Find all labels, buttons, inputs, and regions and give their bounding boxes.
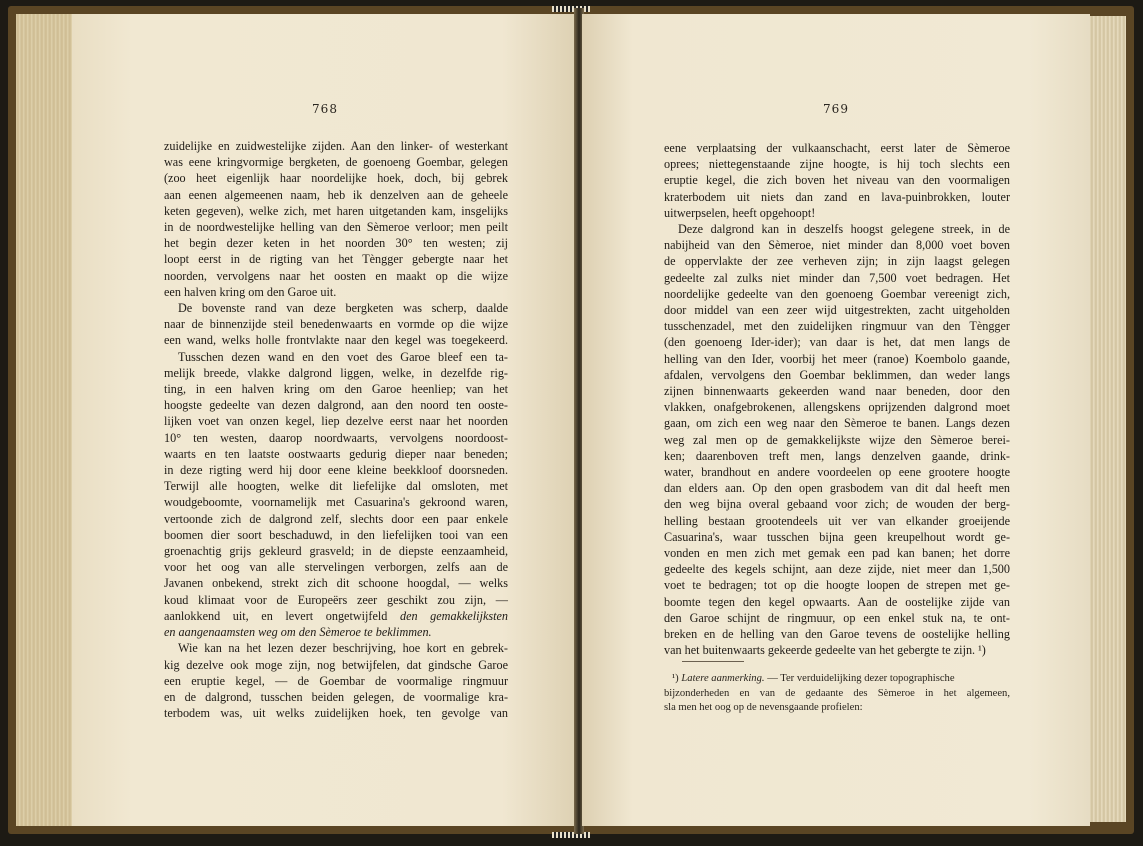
text-line: noordelijke gedeelte van den goenoeng Goembar vereenigt zich, bbox=[664, 286, 1010, 301]
text-line: vonden en men zich met gemak een pad kan banen; het dorre bbox=[664, 546, 1010, 561]
text-line: Wie kan na het lezen dezer beschrijving, hoe kort en gebrek- bbox=[178, 641, 508, 656]
text-line: De bovenste rand van deze bergketen was scherp, daalde bbox=[178, 301, 508, 316]
text-line: eene verplaatsing der vulkaanschacht, eerst later de Sèmeroe bbox=[664, 141, 1010, 155]
text-line: 10° ten westen, daarop noordwaarts, vervolgens noordoost- bbox=[164, 430, 508, 445]
text-line: (zoo heet eigenlijk haar noordelijke hoek, doch, bij gebrek bbox=[164, 171, 508, 186]
text-line: weg zal men op de gemakkelijkste wijze den Sèmeroe berei- bbox=[664, 432, 1010, 447]
text-line: gedeelte zal zulks niet minder dan 7,500 voet bedragen. Het bbox=[664, 270, 1010, 285]
text-line: uitwerpselen, heeft opgehoopt! bbox=[664, 205, 816, 220]
text-line: zijnen binnenwaarts gekeerden wand naar beneden, door den bbox=[664, 384, 1010, 399]
text-line: tusschenzadel, met den zuidelijken ringmuur van den Tèngger bbox=[664, 319, 1010, 334]
text-line: Tusschen dezen wand en den voet des Garoe bleef een ta- bbox=[178, 349, 508, 364]
text-line: kig dezelve ook moge zijn, nog betwijfelen, dat gindsche Garoe bbox=[164, 657, 508, 672]
right-page-text bbox=[664, 140, 1010, 659]
bottom-clip-mark bbox=[552, 832, 590, 838]
left-page bbox=[72, 14, 578, 826]
left-page-edges bbox=[16, 14, 76, 826]
text-line: voor het oog van alle stervelingen verborgen, zelfs aan de bbox=[164, 560, 508, 575]
text-line: hoogste gedeelte van dezen dalgrond, aan den noord ten ooste- bbox=[164, 398, 508, 413]
text-line: de oppervlakte der zee verheven zijn; in zijn laagst gelegen bbox=[664, 254, 1010, 269]
text-line: breken en de helling van den Garoe tevens de oostelijke helling bbox=[664, 627, 1010, 642]
footnote-line: sla men het oog op de nevensgaande profielen: bbox=[664, 702, 863, 713]
top-clip-mark bbox=[552, 6, 590, 12]
text-line: lijken voet van onzen kegel, liep dezelve eerst naar het noorden bbox=[164, 414, 508, 429]
text-line: vertoonde zich de dalgrond zelf, slechts door een paar enkele bbox=[164, 511, 508, 526]
footnote-label: Latere aanmerking. bbox=[681, 673, 765, 684]
text-line: melijk breede, vlakke dalgrond liggen, welke, in dezelfde rig- bbox=[164, 365, 508, 380]
text-line: afdalen, vervolgens den Goembar beklimmen, dan weder langs bbox=[664, 367, 1010, 382]
text-line: (den goenoeng Ider-ider); van daar is het, dat men langs de bbox=[664, 335, 1010, 350]
emphasis-text: den gemakkelijksten bbox=[399, 608, 508, 623]
text-line: was eene kringvormige bergketen, de goenoeng Goembar, gelegen bbox=[164, 155, 508, 170]
text-line: water, brandhout en andere voordeelen op eene grootere hoogte bbox=[664, 465, 1010, 480]
text-line: van het buitenwaarts gekeerde gedeelte van het gebergte te zijn. ¹) bbox=[664, 643, 986, 658]
footnote-line bbox=[664, 672, 1010, 687]
text-line: noorden, vervolgens naar het oosten en maakt op die wijze bbox=[164, 268, 508, 283]
right-page-number: 769 bbox=[823, 102, 849, 116]
text-line: groenachtig grijs gekleurd grasveld; in de diepste eenzaamheid, bbox=[164, 544, 508, 559]
text-line: door middel van een zeer wijd uitgestrekten, zacht uitgeholden bbox=[664, 303, 1010, 318]
text-line: ken; daarenboven treft men, langs denzelven gaande, drink- bbox=[664, 448, 1010, 463]
text-line: waarts en ten laatste oostwaarts gedurig dieper naar beneden; bbox=[164, 446, 508, 461]
text-line: zuidelijke en zuidwestelijke zijden. Aan den linker- of westerkant bbox=[164, 139, 508, 153]
text-line: naar de binnenzijde steil benedenwaarts en vormde op die wijze bbox=[164, 317, 508, 332]
footnote-divider bbox=[682, 661, 744, 662]
text-line: helling van den Ider, voorbij het meer (ranoe) Koembolo gaande, bbox=[664, 351, 1010, 366]
footnote-line: bijzonderheden en van de gedaante des Sèmeroe in het algemeen, bbox=[664, 687, 1010, 699]
text-line: en aangenaamsten weg om den Sèmeroe te beklimmen. bbox=[164, 625, 432, 640]
text-line: gedeelte des kegels schijnt, aan deze zijde, niet meer dan 1,500 bbox=[664, 562, 1010, 577]
left-page-text bbox=[164, 138, 508, 721]
text-line: terbodem was, uit welks zuidelijken hoek, ten gevolge van bbox=[164, 706, 508, 721]
text-line: koud klimaat voor de Europeërs zeer geschikt zou zijn, — bbox=[164, 592, 508, 607]
text-line: een wand, welks holle frontvlakte naar den kegel was toegekeerd. bbox=[164, 333, 508, 348]
text-line: aanlokkend uit, en levert ongetwijfeld den gemakkelijksten bbox=[164, 608, 508, 623]
text-line: loopt eerst in de rigting van het Tèngger gebergte naar het bbox=[164, 252, 508, 267]
right-page bbox=[582, 14, 1090, 826]
text-line: vlakken, onafgebrokenen, allengskens oprijzenden dalgrond moet bbox=[664, 400, 1010, 415]
text-line: keten gegeven), welke zich, met haren uitgetanden kam, insgelijks bbox=[164, 203, 508, 218]
footnote-text: — Ter verduidelijking dezer topographische bbox=[767, 673, 955, 684]
footnote-marker: ¹) bbox=[672, 673, 679, 684]
text-line: boomen dier soort beschaduwd, in den liefelijken tooi van een bbox=[164, 527, 508, 542]
text-line: woudgeboomte, voornamelijk met Casuarina's gekroond waren, bbox=[164, 495, 508, 510]
text-line: voet te bedragen; tot op die hoogte loopen de strepen met ge- bbox=[664, 578, 1010, 593]
text-line: gaan, om zich een weg naar den Sèmeroe te banen. Langs dezen bbox=[664, 416, 1010, 431]
text-line: en de dalgrond, tusschen beiden gelegen, de voormalige kra- bbox=[164, 689, 508, 704]
left-page-number: 768 bbox=[312, 102, 338, 116]
text-line: den weg bijna overal gebaand voor zich; de wouden der berg- bbox=[664, 497, 1010, 512]
text-line: eruptie kegel, die zich boven het niveau van den voormaligen bbox=[664, 173, 1010, 188]
text-line: Casuarina's, waar tusschen bijna geen kreupelhout wordt ge- bbox=[664, 529, 1010, 544]
text-line: kraterbodem uit niets dan zand en lava-puinbrokken, louter bbox=[664, 189, 1010, 204]
text-line: oprees; niettegenstaande zijne hoogte, is hij toch slechts een bbox=[664, 157, 1010, 172]
text-line: boomte tegen den kegel opwaarts. Aan de oostelijke zijde van bbox=[664, 594, 1010, 609]
text-line: het begin dezer keten in het noorden 30° ten westen; zij bbox=[164, 236, 508, 251]
text-line: Javanen onbekend, strekt zich dit schoone hoogdal, — welks bbox=[164, 576, 508, 591]
text-line: Terwijl alle hoogten, welke dit liefelijke dal omsloten, met bbox=[164, 479, 508, 494]
text-line: Deze dalgrond kan in deszelfs hoogst gelegene streek, in de bbox=[678, 222, 1010, 237]
text-line: in deze rigting werd hij door eene kleine beekkloof doorsneden. bbox=[164, 463, 508, 478]
text-line: aan eenen algemeenen naam, heb ik denzelven aan de geheele bbox=[164, 187, 508, 202]
text-line: in de noordwestelijke helling van den Sèmeroe verloor; men peilt bbox=[164, 220, 508, 235]
text-line: een halven kring om den Garoe uit. bbox=[164, 284, 337, 299]
text-line: een eruptie kegel, — de Goembar de voormalige ringmuur bbox=[164, 673, 508, 688]
text-line: nabijheid van den Sèmeroe, niet minder dan 8,000 voet boven bbox=[664, 238, 1010, 253]
text-line: den Garoe schijnt de ringmuur, op een enkel stuk na, te ont- bbox=[664, 610, 1010, 625]
text-line: helling bestaan grootendeels uit ver van elkander groeijende bbox=[664, 513, 1010, 528]
text-line: ting, in een halven kring om den Garoe heenliep; van het bbox=[164, 382, 508, 397]
text-line: dan elders aan. Op den open grasbodem van dit dal heeft men bbox=[664, 481, 1010, 496]
right-page-edges bbox=[1086, 16, 1126, 822]
footnote bbox=[664, 672, 1010, 716]
